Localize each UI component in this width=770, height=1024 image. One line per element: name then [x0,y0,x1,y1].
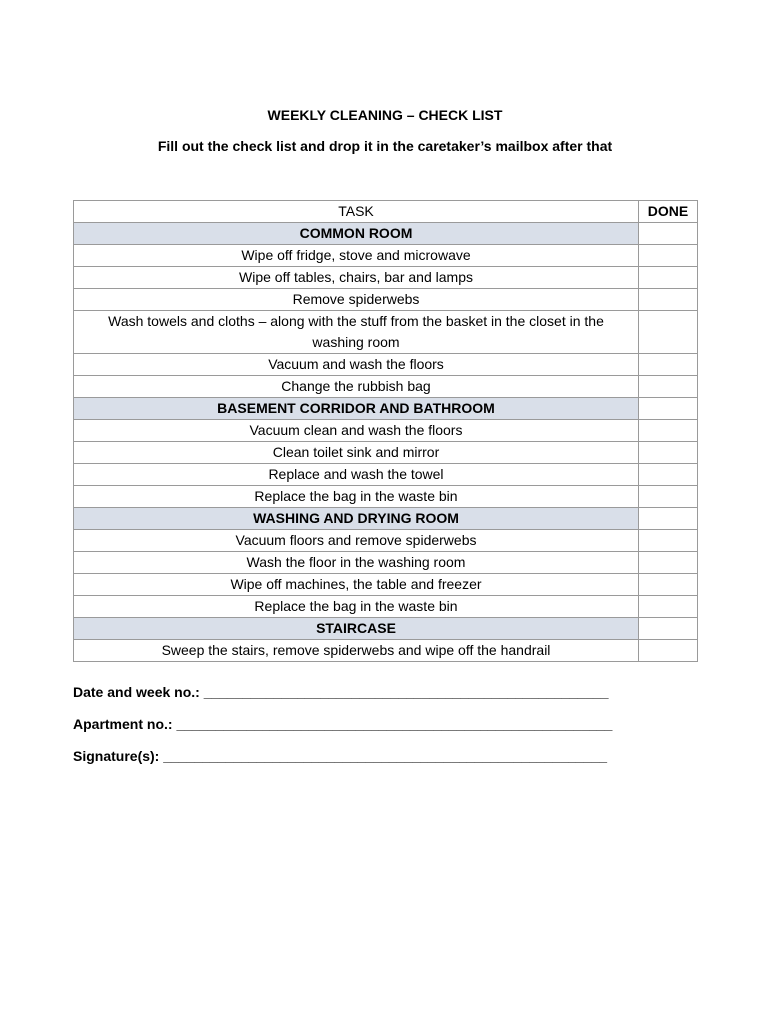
section-header-row [74,398,698,420]
date-week-field[interactable]: Date and week no.: ____________________________________________________ [73,684,609,700]
task-description: Vacuum and wash the floors [74,354,639,376]
done-checkbox-cell[interactable] [639,464,698,486]
done-checkbox-cell[interactable] [639,442,698,464]
section-title: BASEMENT CORRIDOR AND BATHROOM [74,398,639,420]
done-checkbox-cell[interactable] [639,486,698,508]
done-checkbox-cell[interactable] [639,376,698,398]
section-header-row [74,508,698,530]
section-title: STAIRCASE [74,618,639,640]
task-description: Wipe off fridge, stove and microwave [74,245,639,267]
task-description: Replace the bag in the waste bin [74,596,639,618]
done-checkbox-cell[interactable] [639,311,698,354]
done-checkbox-cell[interactable] [639,508,698,530]
task-row [74,442,698,464]
task-row [74,640,698,662]
done-checkbox-cell[interactable] [639,354,698,376]
signature-field[interactable]: Signature(s): _________________________________________________________ [73,748,608,764]
task-description: Replace the bag in the waste bin [74,486,639,508]
done-checkbox-cell[interactable] [639,618,698,640]
task-row [74,596,698,618]
task-row [74,530,698,552]
done-checkbox-cell[interactable] [639,530,698,552]
task-description: Wash the floor in the washing room [74,552,639,574]
done-checkbox-cell[interactable] [639,420,698,442]
checklist-table [73,200,698,662]
done-checkbox-cell[interactable] [639,289,698,311]
done-column-header: DONE [639,201,698,223]
task-column-header: TASK [74,201,639,223]
document-title: WEEKLY CLEANING – CHECK LIST [267,107,503,123]
task-row [74,311,698,354]
task-row [74,464,698,486]
task-description: Vacuum clean and wash the floors [74,420,639,442]
task-description: Change the rubbish bag [74,376,639,398]
document-subtitle: Fill out the check list and drop it in the caretaker’s mailbox after that [157,138,613,154]
done-checkbox-cell[interactable] [639,398,698,420]
table-header-row [74,201,698,223]
task-row [74,552,698,574]
done-checkbox-cell[interactable] [639,574,698,596]
done-checkbox-cell[interactable] [639,267,698,289]
task-description: Wash towels and cloths – along with the stuff from the basket in the closet in the washing room [74,311,639,354]
task-description: Remove spiderwebs [74,289,639,311]
task-row [74,289,698,311]
task-description: Clean toilet sink and mirror [74,442,639,464]
apartment-field[interactable]: Apartment no.: ________________________________________________________ [73,716,613,732]
section-title: COMMON ROOM [74,223,639,245]
task-description: Vacuum floors and remove spiderwebs [74,530,639,552]
task-row [74,376,698,398]
task-description: Sweep the stairs, remove spiderwebs and wipe off the handrail [74,640,639,662]
done-checkbox-cell[interactable] [639,640,698,662]
task-row [74,267,698,289]
task-row [74,574,698,596]
task-description: Wipe off machines, the table and freezer [74,574,639,596]
task-row [74,354,698,376]
done-checkbox-cell[interactable] [639,596,698,618]
task-description: Replace and wash the towel [74,464,639,486]
task-row [74,420,698,442]
done-checkbox-cell[interactable] [639,223,698,245]
section-header-row [74,223,698,245]
task-description: Wipe off tables, chairs, bar and lamps [74,267,639,289]
done-checkbox-cell[interactable] [639,552,698,574]
done-checkbox-cell[interactable] [639,245,698,267]
task-row [74,245,698,267]
section-header-row [74,618,698,640]
task-row [74,486,698,508]
section-title: WASHING AND DRYING ROOM [74,508,639,530]
